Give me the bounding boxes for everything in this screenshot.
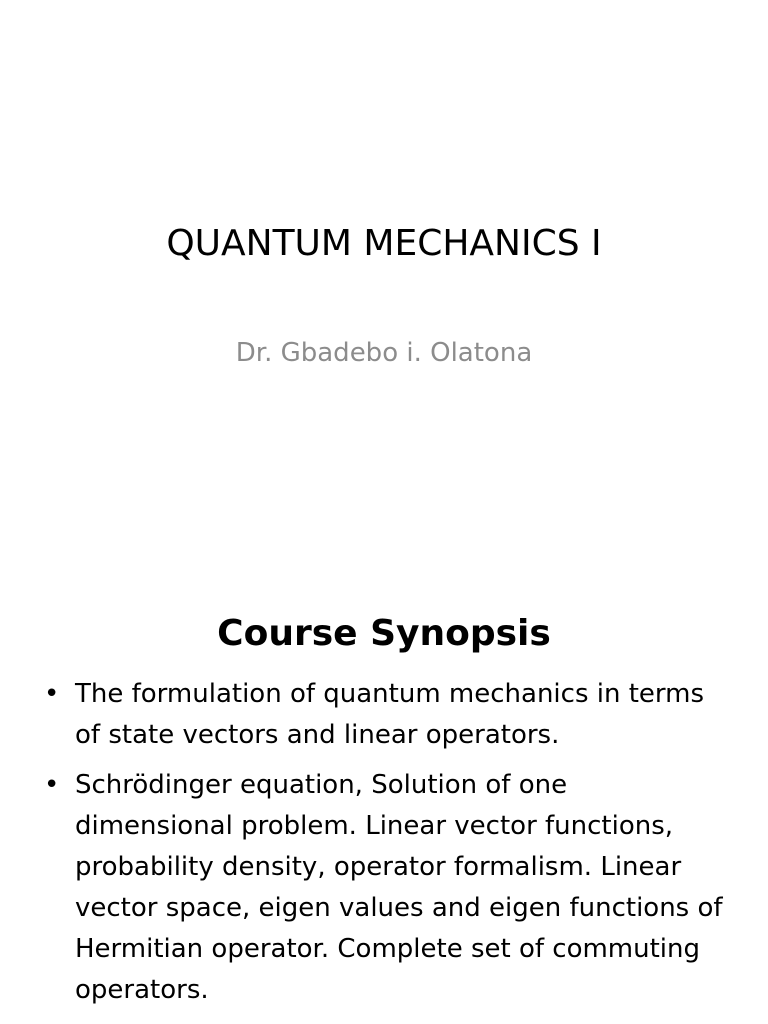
section-title: Course Synopsis [217,613,551,654]
list-item [40,765,730,1011]
bullet-text: The formulation of quantum mechanics in terms of state vectors and linear operators. [75,679,705,750]
list-item [40,674,730,756]
bullet-icon: • [44,679,60,709]
slide-title: QUANTUM MECHANICS I [166,223,602,264]
bullet-icon: • [44,770,60,800]
slide-subtitle: Dr. Gbadebo i. Olatona [235,338,533,368]
synopsis-list [40,674,730,1020]
bullet-text: Schrödinger equation, Solution of one dimensional problem. Linear vector functions, probability density, operator formalism. Linear vector space, eigen values and eigen functions of Hermitian operator. Complete set of commuting operators. [75,770,723,1005]
